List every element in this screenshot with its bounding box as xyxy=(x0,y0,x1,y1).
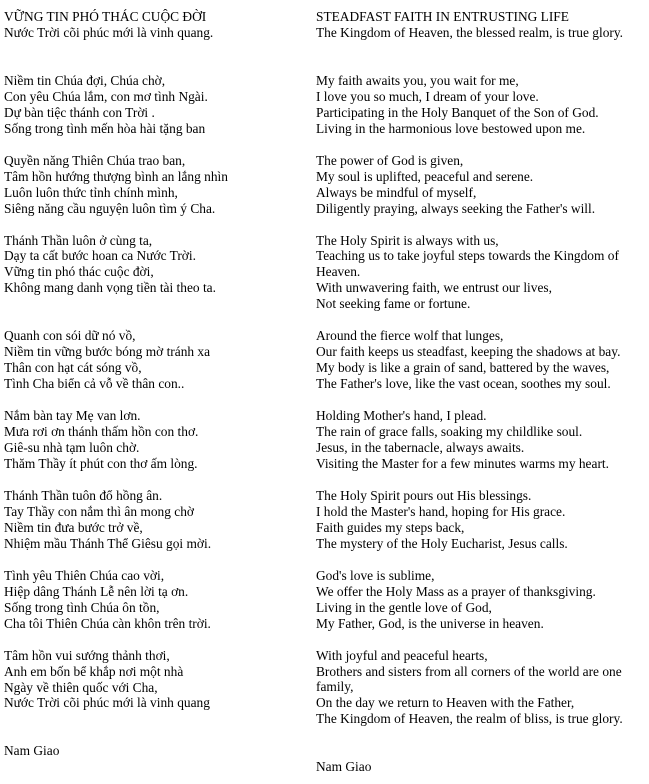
verse-line: Thánh Thần tuôn đổ hồng ân. xyxy=(4,487,163,503)
stanza-7-vietnamese xyxy=(4,568,304,632)
verse-line: Around the fierce wolf that lunges, xyxy=(316,328,504,344)
verse-line: Không mang danh vọng tiền tài theo ta. xyxy=(4,280,216,296)
poem-subtitle-vietnamese: Nước Trời cõi phúc mới là vinh quang. xyxy=(4,24,214,40)
verse-line: The Kingdom of Heaven, the realm of bliss, is true glory. xyxy=(316,711,623,727)
vietnamese-column xyxy=(4,9,304,759)
verse-line: Vững tin phó thác cuộc đời, xyxy=(4,264,154,280)
verse-line: Faith guides my steps back, xyxy=(316,519,465,535)
verse-line: The Father's love, like the vast ocean, soothes my soul. xyxy=(316,376,611,392)
verse-line: My soul is uplifted, peaceful and serene. xyxy=(316,168,534,184)
verse-line: Siêng năng cầu nguyện luôn tìm ý Cha. xyxy=(4,200,216,216)
verse-line: Nhiệm mầu Thánh Thể Giêsu gọi mời. xyxy=(4,535,212,551)
verse-line: The rain of grace falls, soaking my childlike soul. xyxy=(316,424,583,440)
stanza-3-english xyxy=(316,233,634,313)
verse-line: The Holy Spirit pours out His blessings. xyxy=(316,487,532,503)
verse-line: Tình Cha biển cả vỗ về thân con.. xyxy=(4,376,185,392)
verse-line: Diligently praying, always seeking the Father's will. xyxy=(316,200,596,216)
verse-line: Giê-su nhà tạm luôn chờ. xyxy=(4,440,140,456)
verse-line: Con yêu Chúa lắm, con mơ tình Ngài. xyxy=(4,88,208,104)
verse-line: I love you so much, I dream of your love. xyxy=(316,88,539,104)
verse-line: The Holy Spirit is always with us, xyxy=(316,232,499,248)
stanza-7-english xyxy=(316,568,634,632)
verse-line: Nắm bàn tay Mẹ van lơn. xyxy=(4,408,141,424)
english-column xyxy=(316,9,634,775)
author-vietnamese: Nam Giao xyxy=(4,743,60,759)
verse-line: Brothers and sisters from all corners of the world are one family, xyxy=(316,663,622,695)
verse-line: Always be mindful of myself, xyxy=(316,184,477,200)
verse-line: My body is like a grain of sand, battered by the waves, xyxy=(316,360,610,376)
poem-subtitle-english: The Kingdom of Heaven, the blessed realm, is true glory. xyxy=(316,24,624,40)
verse-line: Living in the gentle love of God, xyxy=(316,599,492,615)
verse-line: Participating in the Holy Banquet of the Son of God. xyxy=(316,104,599,120)
verse-line: Anh em bốn bể khắp nơi một nhà xyxy=(4,663,184,679)
verse-line: Hiệp dâng Thánh Lễ nên lời tạ ơn. xyxy=(4,583,189,599)
verse-line: Tâm hồn hướng thượng bình an lắng nhìn xyxy=(4,168,228,184)
verse-line: Jesus, in the tabernacle, always awaits. xyxy=(316,440,525,456)
verse-line: Tâm hồn vui sướng thảnh thơi, xyxy=(4,647,170,663)
verse-line: I hold the Master's hand, hoping for His grace. xyxy=(316,503,566,519)
verse-line: My faith awaits you, you wait for me, xyxy=(316,72,519,88)
verse-line: Holding Mother's hand, I plead. xyxy=(316,408,487,424)
stanza-5-english xyxy=(316,408,634,472)
stanza-8-vietnamese xyxy=(4,648,304,712)
verse-line: Ngày về thiên quốc với Cha, xyxy=(4,679,158,695)
stanza-5-vietnamese xyxy=(4,408,304,472)
verse-line: Thân con hạt cát sóng vồ, xyxy=(4,360,142,376)
verse-line: Quyền năng Thiên Chúa trao ban, xyxy=(4,152,186,168)
verse-line: Niềm tin Chúa đợi, Chúa chờ, xyxy=(4,72,166,88)
verse-line: The power of God is given, xyxy=(316,152,464,168)
poem-title-vietnamese: VỮNG TIN PHÓ THÁC CUỘC ĐỜI xyxy=(4,9,207,24)
verse-line: My Father, God, is the universe in heaven. xyxy=(316,615,544,631)
stanza-2-english xyxy=(316,153,634,217)
verse-line: Quanh con sói dữ nó vồ, xyxy=(4,328,136,344)
stanza-6-vietnamese xyxy=(4,488,304,552)
stanza-3-vietnamese xyxy=(4,233,304,297)
verse-line: Thăm Thầy ít phút con thơ ấm lòng. xyxy=(4,456,198,472)
verse-line: Dạy ta cất bước hoan ca Nước Trời. xyxy=(4,248,196,264)
verse-line: Living in the harmonious love bestowed upon me. xyxy=(316,120,586,136)
verse-line: Tay Thầy con nắm thì ân mong chờ xyxy=(4,503,194,519)
verse-line: Luôn luôn thức tỉnh chính mình, xyxy=(4,184,178,200)
verse-line: Niềm tin vững bước bóng mờ tránh xa xyxy=(4,344,211,360)
verse-line: On the day we return to Heaven with the Father, xyxy=(316,695,575,711)
verse-line: Mưa rơi ơn thánh thấm hồn con thơ. xyxy=(4,424,199,440)
verse-line: Sống trong tình mến hòa hài tặng ban xyxy=(4,120,206,136)
verse-line: Tình yêu Thiên Chúa cao vời, xyxy=(4,567,165,583)
verse-line: With unwavering faith, we entrust our lives, xyxy=(316,280,552,296)
stanza-2-vietnamese xyxy=(4,153,304,217)
author-english: Nam Giao xyxy=(316,759,372,775)
verse-line: Teaching us to take joyful steps towards the Kingdom of Heaven. xyxy=(316,248,619,280)
verse-line: Sống trong tình Chúa ôn tồn, xyxy=(4,599,160,615)
stanza-8-english xyxy=(316,648,634,728)
verse-line: Cha tôi Thiên Chúa càn khôn trên trời. xyxy=(4,615,211,631)
verse-line: Not seeking fame or fortune. xyxy=(316,296,471,312)
verse-line: Nước Trời cõi phúc mới là vinh quang xyxy=(4,695,210,711)
verse-line: Dự bàn tiệc thánh con Trời . xyxy=(4,104,155,120)
stanza-4-vietnamese xyxy=(4,328,304,392)
verse-line: Niềm tin đưa bước trở về, xyxy=(4,519,143,535)
verse-line: The mystery of the Holy Eucharist, Jesus calls. xyxy=(316,535,568,551)
stanza-1-english xyxy=(316,73,634,137)
verse-line: With joyful and peaceful hearts, xyxy=(316,647,488,663)
stanza-6-english xyxy=(316,488,634,552)
verse-line: God's love is sublime, xyxy=(316,567,435,583)
stanza-4-english xyxy=(316,328,634,392)
verse-line: Visiting the Master for a few minutes warms my heart. xyxy=(316,455,609,471)
verse-line: Our faith keeps us steadfast, keeping the shadows at bay. xyxy=(316,344,621,360)
verse-line: Thánh Thần luôn ở cùng ta, xyxy=(4,232,153,248)
poem-title-english: STEADFAST FAITH IN ENTRUSTING LIFE xyxy=(316,9,569,24)
verse-line: We offer the Holy Mass as a prayer of thanksgiving. xyxy=(316,583,596,599)
stanza-1-vietnamese xyxy=(4,73,304,137)
